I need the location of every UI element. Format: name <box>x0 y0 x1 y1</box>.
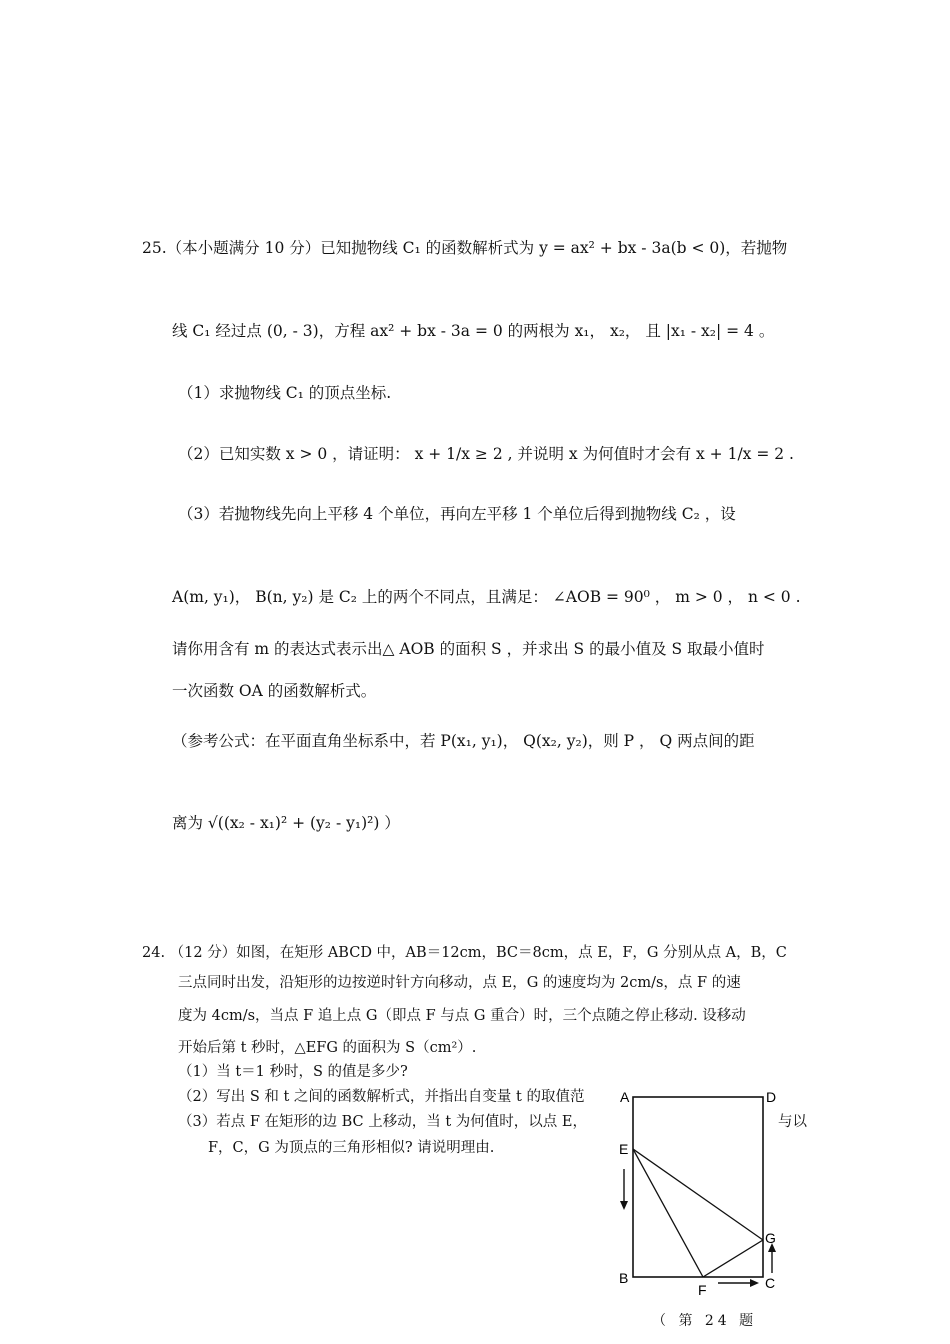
label-f: F <box>698 1282 707 1295</box>
q25-line-6: A(m, y₁)， B(n, y₂) 是 C₂ 上的两个不同点，且满足： ∠AOB = 90⁰ ， m > 0 ， n < 0 . <box>172 588 801 606</box>
q25-reference-formula: （参考公式：在平面直角坐标系中，若 P(x₁, y₁)， Q(x₂, y₂)，则 P ， Q 两点间的距 <box>172 732 755 750</box>
label-d: D <box>766 1089 777 1105</box>
q24-part-3-tail: 与以 <box>778 1114 807 1130</box>
label-c: C <box>765 1275 776 1291</box>
label-b: B <box>619 1270 629 1286</box>
q25-distance-formula: 离为 √((x₂ - x₁)² + (y₂ - y₁)²) ） <box>172 814 400 832</box>
q24-line-3: 度为 4cm/s，当点 F 追上点 G（即点 F 与点 G 重合）时，三个点随之停止移动. 设移动 <box>178 1008 746 1024</box>
arrow-down-icon <box>620 1169 628 1210</box>
q24-line-2: 三点同时出发，沿矩形的边按逆时针方向移动，点 E，G 的速度均为 2cm/s，点 F 的速 <box>178 975 741 991</box>
q25-line-7: 请你用含有 m 的表达式表示出△ AOB 的面积 S ，并求出 S 的最小值及 S 取最小值时 <box>172 640 765 658</box>
q25-part-2: （2）已知实数 x > 0 ，请证明： x + 1/x ≥ 2 , 并说明 x 为何值时才会有 x + 1/x = 2 . <box>178 445 794 463</box>
q25-line-1: 25.（本小题满分 10 分）已知抛物线 C₁ 的函数解析式为 y = ax² + bx - 3a(b < 0)，若抛物 <box>142 239 788 257</box>
label-e: E <box>619 1141 629 1157</box>
segment-fg <box>703 1240 763 1277</box>
arrow-up-icon <box>768 1243 776 1273</box>
q25-line-8: 一次函数 OA 的函数解析式。 <box>172 682 377 700</box>
q25-part-3: （3）若抛物线先向上平移 4 个单位，再向左平移 1 个单位后得到抛物线 C₂ ，设 <box>178 505 736 523</box>
q24-part-1: （1）当 t＝1 秒时，S 的值是多少? <box>178 1064 408 1080</box>
q24-line-4: 开始后第 t 秒时，△EFG 的面积为 S（cm²）. <box>178 1040 477 1056</box>
label-g: G <box>765 1230 776 1246</box>
rectangle-figure <box>610 1085 790 1295</box>
arrow-right-icon <box>718 1279 759 1287</box>
q24-part-3-cont: F，C，G 为顶点的三角形相似? 请说明理由. <box>208 1140 495 1156</box>
figure-caption: （ 第 24 题 <box>652 1313 758 1329</box>
q25-part-1: （1）求抛物线 C₁ 的顶点坐标. <box>178 384 392 402</box>
q24-part-3: （3）若点 F 在矩形的边 BC 上移动，当 t 为何值时，以点 E， <box>178 1114 587 1130</box>
q24-line-1: 24. （12 分）如图，在矩形 ABCD 中，AB＝12cm，BC＝8cm，点 E，F，G 分别从点 A，B，C <box>142 945 787 961</box>
q24-part-2: （2）写出 S 和 t 之间的函数解析式，并指出自变量 t 的取值范 <box>178 1089 585 1105</box>
label-a: A <box>620 1089 630 1105</box>
q25-line-2: 线 C₁ 经过点 (0, - 3)，方程 ax² + bx - 3a = 0 的两根为 x₁， x₂， 且 |x₁ - x₂| = 4 。 <box>172 322 775 340</box>
segment-ef <box>633 1149 703 1277</box>
rectangle-abcd <box>633 1097 763 1277</box>
segment-eg <box>633 1149 763 1240</box>
